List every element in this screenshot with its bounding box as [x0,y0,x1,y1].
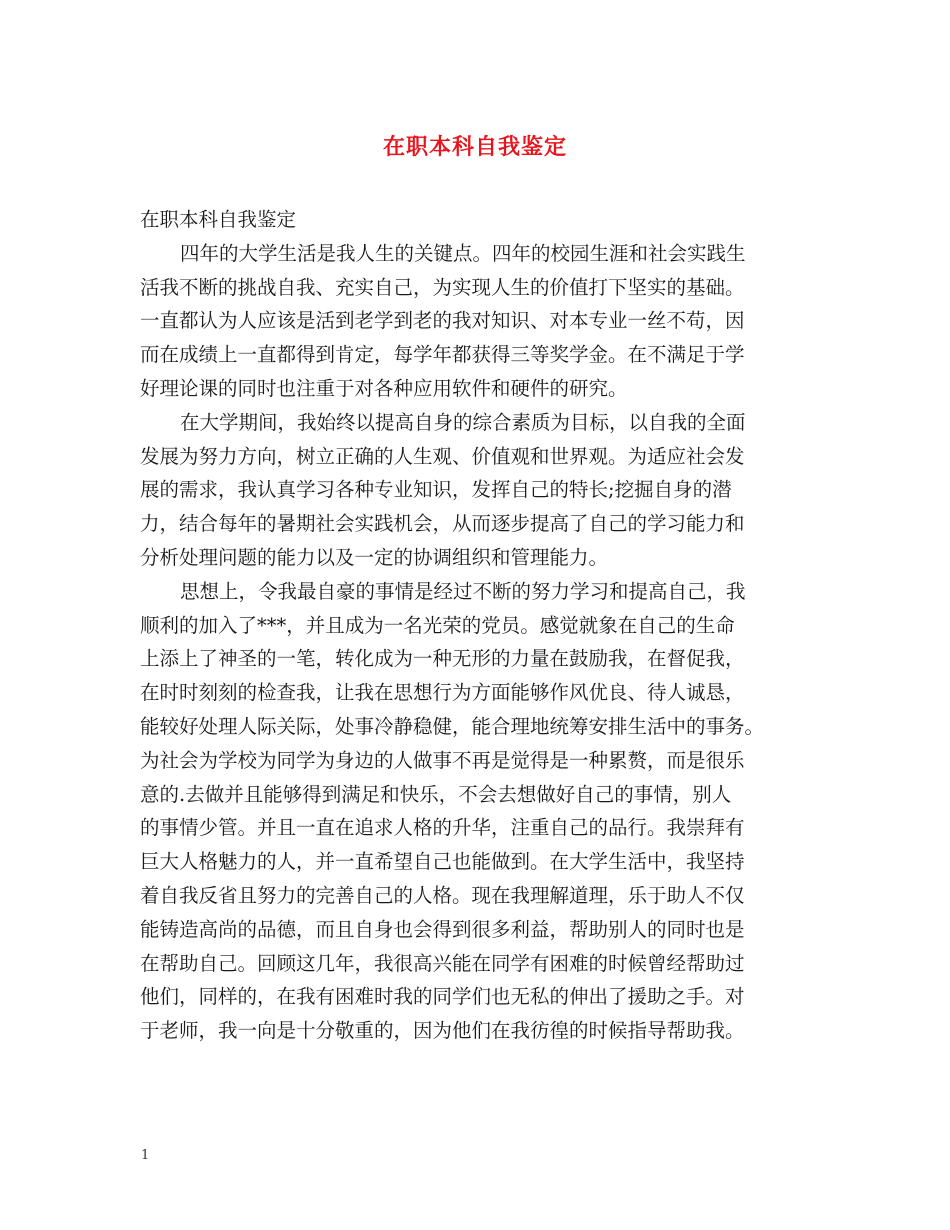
page-number: 1 [141,1148,150,1163]
paragraph-line: 上添上了神圣的一笔，转化成为一种无形的力量在鼓励我，在督促我， [140,647,745,671]
paragraph-line: 巨大人格魅力的人，并一直希望自己也能做到。在大学生活中，我坚持 [140,850,745,874]
paragraph-line: 思想上，令我最自豪的事情是经过不断的努力学习和提高自己，我 [180,579,746,603]
paragraph-3 [140,575,830,1048]
paragraph-line: 在大学期间，我始终以提高自身的综合素质为目标，以自我的全面 [180,410,746,434]
paragraph-line: 在时时刻刻的检查我，让我在思想行为方面能够作风优良、待人诚恳， [140,681,745,705]
paragraph-line: 展的需求，我认真学习各种专业知识，发挥自己的特长;挖掘自身的潜 [140,478,732,502]
paragraph-1 [140,237,830,406]
paragraph-line: 活我不断的挑战自我、充实自己，为实现人生的价值打下坚实的基础。 [140,275,745,299]
paragraph-line: 的事情少管。并且一直在追求人格的升华，注重自己的品行。我崇拜有 [140,816,745,840]
paragraph-line: 在帮助自己。回顾这几年，我很高兴能在同学有困难的时候曾经帮助过 [140,951,745,975]
paragraph-2 [140,406,830,575]
paragraph-line: 而在成绩上一直都得到肯定，每学年都获得三等奖学金。在不满足于学 [140,343,745,367]
paragraph-line: 顺利的加入了***，并且成为一名光荣的党员。感觉就象在自己的生命 [140,613,735,637]
document-title: 在职本科自我鉴定 [382,134,567,160]
paragraph-line: 四年的大学生活是我人生的关键点。四年的校园生涯和社会实践生 [180,241,746,265]
document-subtitle: 在职本科自我鉴定 [140,208,297,231]
paragraph-line: 能铸造高尚的品德，而且自身也会得到很多利益，帮助别人的同时也是 [140,917,745,941]
document-body [140,203,830,1048]
paragraph-line: 能较好处理人际关际，处事冷静稳健，能合理地统筹安排生活中的事务。 [140,714,765,738]
paragraph-line: 好理论课的同时也注重于对各种应用软件和硬件的研究。 [140,376,628,400]
paragraph-line: 力，结合每年的暑期社会实践机会，从而逐步提高了自己的学习能力和 [140,512,745,536]
paragraph-line: 为社会为学校为同学为身边的人做事不再是觉得是一种累赘，而是很乐 [140,748,745,772]
paragraph-line: 着自我反省且努力的完善自己的人格。现在我理解道理，乐于助人不仅 [140,883,745,907]
paragraph-line: 发展为努力方向，树立正确的人生观、价值观和世界观。为适应社会发 [140,444,745,468]
paragraph-line: 他们，同样的，在我有困难时我的同学们也无私的伸出了援助之手。对 [140,985,745,1009]
paragraph-line: 一直都认为人应该是活到老学到老的我对知识、对本专业一丝不苟，因 [140,309,745,333]
paragraph-line: 于老师，我一向是十分敬重的，因为他们在我彷徨的时候指导帮助我。 [140,1019,745,1043]
paragraph-line: 分析处理问题的能力以及一定的协调组织和管理能力。 [140,545,609,569]
paragraph-line: 意的.去做并且能够得到满足和快乐，不会去想做好自己的事情，别人 [140,782,732,806]
